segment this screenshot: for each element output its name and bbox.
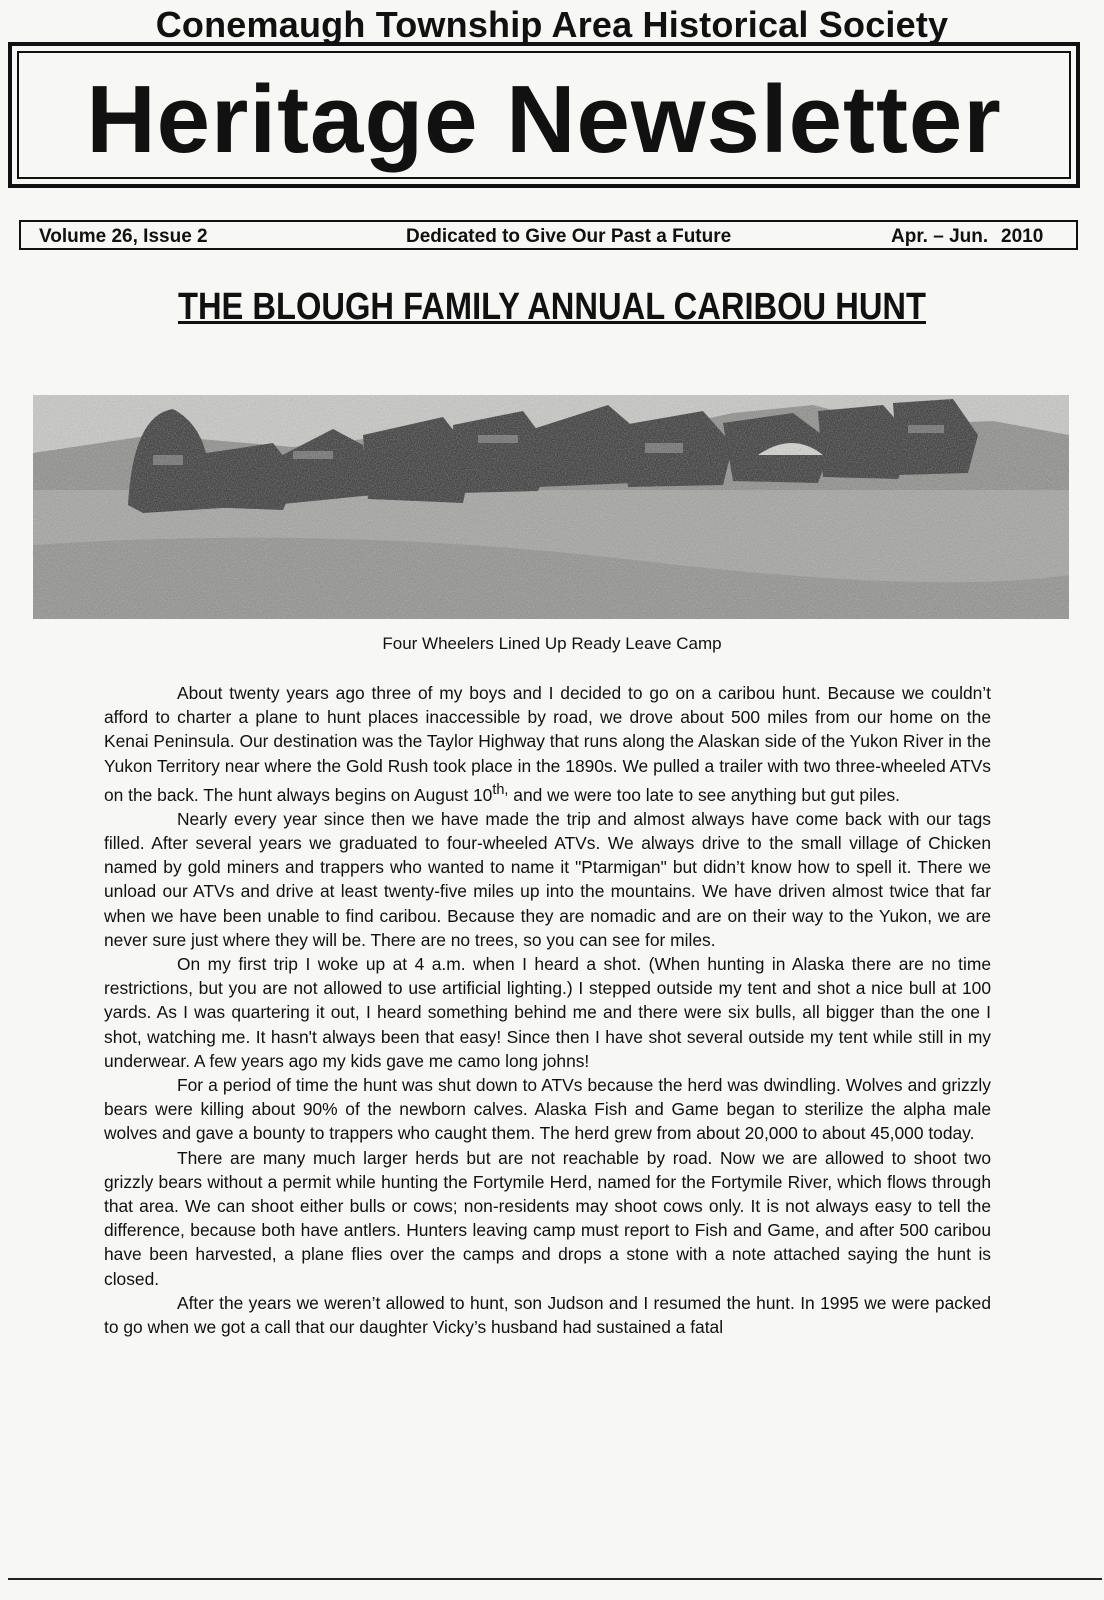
photo-grain	[33, 395, 1069, 619]
article-paragraph-2: Nearly every year since then we have made the trip and almost always have come back with our tags filled. After several years we graduated to four-wheeled ATVs. We always drive to the small village of Chicken named by gold miners and trappers who wanted to name it "Ptarmigan" but didn’t know how to spell it. There we unload our ATVs and drive at least twenty-five miles up into the mountains. We have driven almost twice that far when we have been unable to find caribou. Because they are nomadic and are on their way to the Yukon, we are never sure just where they will be. There are no trees, so you can see for miles.	[104, 808, 991, 950]
masthead-box	[8, 42, 1080, 188]
article-paragraph-3: On my first trip I woke up at 4 a.m. when I heard a shot. (When hunting in Alaska there are no time restrictions, but you are not allowed to use artificial lighting.) I stepped outside my tent and shot a nice bull at 100 yards. As I was quartering it out, I heard something behind me and there were six bulls, all bigger than the one I shot, watching me. It hasn't always been that easy! Since then I have shot several outside my tent while still in my underwear. A few years ago my kids gave me camo long johns!	[104, 954, 991, 1071]
newsletter-title: Heritage Newsletter	[86, 66, 1002, 173]
article-paragraph-6: After the years we weren’t allowed to hunt, son Judson and I resumed the hunt. In 1995 we were packed to go when we got a call that our daughter Vicky’s husband had sustained a fatal	[104, 1292, 991, 1338]
issue-period: Apr. – Jun.	[891, 226, 989, 247]
article-paragraph-4: For a period of time the hunt was shut down to ATVs because the herd was dwindling. Wolves and grizzly bears were killing about 90% of the newborn calves. Alaska Fish and Game began to sterilize the alpha male wolves and gave a bounty to trappers who caught them. The herd grew from about 20,000 to about 45,000 today.	[104, 1075, 991, 1144]
society-name: Conemaugh Township Area Historical Society	[155, 4, 949, 45]
article-headline: THE BLOUGH FAMILY ANNUAL CARIBOU HUNT	[177, 286, 927, 328]
article-body	[104, 681, 991, 1339]
bottom-rule	[8, 1578, 1102, 1580]
ordinal-suffix: th,	[492, 781, 509, 798]
issue-year: 2010	[1001, 226, 1044, 247]
article-paragraph-1: About twenty years ago three of my boys and I decided to go on a caribou hunt. Because we couldn’t afford to charter a plane to hunt places inaccessible by road, we drove about 500 miles from our home on the Kenai Peninsula. Our destination was the Taylor Highway that runs along the Alaskan side of the Yukon River in the Yukon Territory near where the Gold Rush took place in the 1890s. We pulled a trailer with two three-wheeled ATVs on the back. The hunt always begins on August $10^{th,}$ and we were too late to see anything but gut piles.	[104, 683, 991, 805]
atv-photo-illustration	[33, 395, 1069, 619]
issue-info-bar	[19, 220, 1078, 250]
atv-lineup-photo	[33, 395, 1069, 619]
photo-caption: Four Wheelers Lined Up Ready Leave Camp	[382, 634, 722, 653]
volume-issue: Volume 26, Issue 2	[39, 226, 208, 247]
article-paragraph-5: There are many much larger herds but are not reachable by road. Now we are allowed to shoot two grizzly bears without a permit while hunting the Fortymile Herd, named for the Fortymile River, which flows through that area. We can shoot either bulls or cows; non-residents may shoot cows only. It is not always easy to tell the difference, because both have antlers. Hunters leaving camp must report to Fish and Game, and after 500 caribou have been harvested, a plane flies over the camps and drops a stone with a note attached saying the hunt is closed.	[104, 1147, 991, 1289]
motto: Dedicated to Give Our Past a Future	[406, 226, 732, 247]
